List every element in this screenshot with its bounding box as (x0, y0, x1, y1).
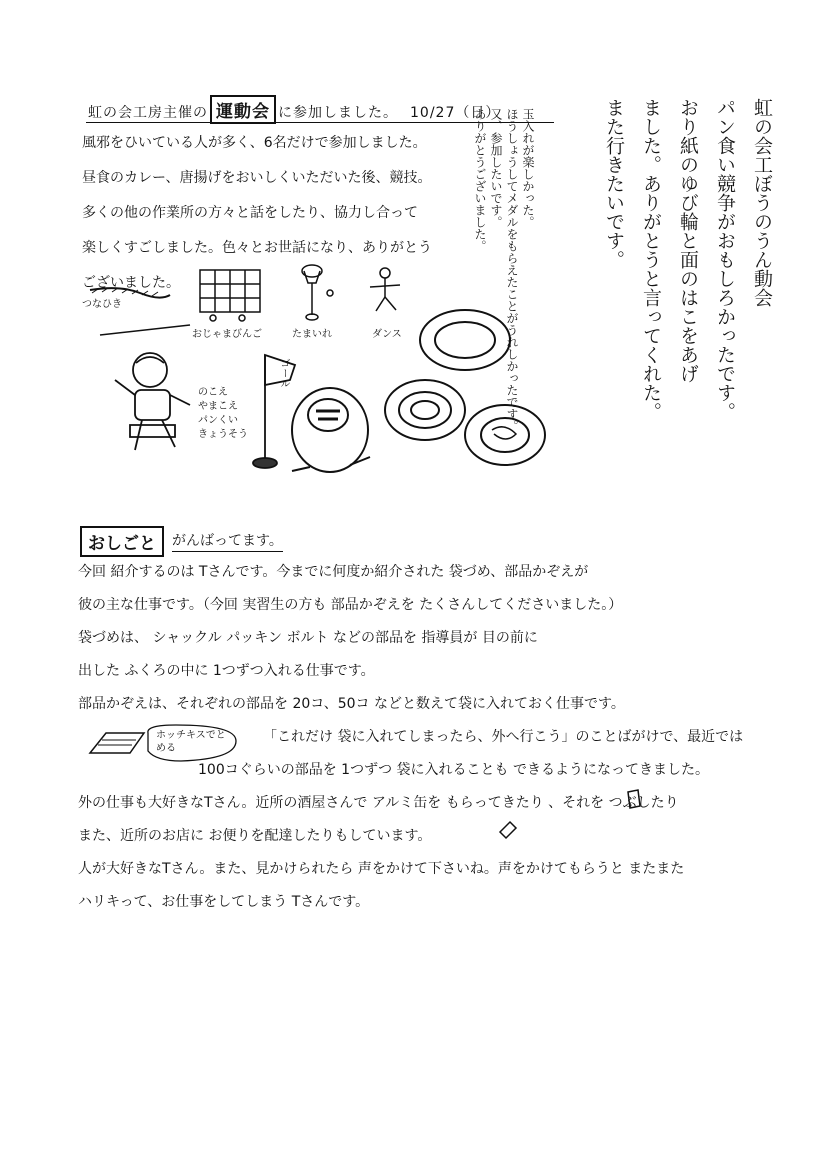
label-dance: ダンス (372, 329, 402, 340)
article-line: 今回 紹介するのは Tさんです。今までに何度か紹介された 袋づめ、部品かぞえが (78, 564, 589, 580)
header-boxed-title: 運動会 (210, 95, 276, 124)
label-bingo: おじゃまびんご (192, 329, 262, 340)
article-line: 外の仕事も大好きなTさん。近所の酒屋さんで アルミ缶を もらってきたり 、それを つぶしたり (78, 795, 679, 811)
article-line: 「これだけ 袋に入れてしまったら、外へ行こう」のことばがけで、最近では (263, 729, 744, 745)
work-section-title (80, 527, 283, 555)
letter-doodle (496, 818, 520, 842)
comment-line: 虹の会工ぼうのうん動会 (751, 98, 773, 307)
report-line: ございました。 (82, 275, 180, 291)
header-text-1: 虹の会工房主催の (88, 105, 208, 121)
dancer-icon (370, 268, 400, 311)
header-text-2: に参加しました。 (278, 105, 398, 121)
runner-child-icon (100, 325, 190, 450)
plates-icon (385, 310, 545, 465)
label-flag: ゴール (278, 358, 289, 388)
comment-line: 玉入れが楽しかった。 (521, 108, 535, 228)
participant-comment-large (595, 98, 780, 498)
report-line: 楽しくすごしました。色々とお世話になり、ありがとう (82, 240, 432, 256)
work-title-sub: がんばってます。 (172, 530, 283, 552)
work-title-box: おしごと (80, 526, 164, 557)
comment-line: ました。ありがとうと言ってくれた。 (640, 98, 662, 421)
label-event: やまこえ (198, 401, 238, 412)
article-line: 人が大好きなTさん。また、見かけられたら 声をかけて下さいね。声をかけてもらうと またまた (78, 861, 685, 877)
label-tug-of-war: つなひき (82, 299, 122, 310)
comment-line: パン食い競争がおもしろかったです。 (714, 98, 736, 421)
doodles-svg (80, 255, 560, 495)
article-line: 袋づめは、 シャックル パッキン ボルト などの部品を 指導員が 目の前に (78, 630, 538, 646)
report-line: 昼食のカレー、唐揚げをおいしくいただいた後、競技。 (82, 170, 432, 186)
article-line: 出した ふくろの中に 1つずつ入れる仕事です。 (78, 663, 375, 679)
daruma-icon (292, 388, 370, 472)
label-event: きょうそう (198, 429, 248, 440)
report-line: 風邪をひいている人が多く、6名だけで参加しました。 (82, 135, 427, 151)
comment-line: おり紙のゆび輪と面のはこをあげ (677, 98, 699, 383)
stapler-doodle (86, 723, 256, 767)
ball-basket-icon (302, 265, 333, 320)
article-line: また、近所のお店に お便りを配達したりもしています。 (78, 828, 432, 844)
can-doodle (624, 788, 644, 810)
article-line: ハリキって、お仕事をしてしまう Tさんです。 (78, 894, 370, 910)
comment-line: また行きたいです。 (603, 98, 625, 269)
bingo-board-icon (200, 270, 260, 321)
comment-line: ありがとうございました。 (473, 108, 487, 252)
article-line: 部品かぞえは、それぞれの部品を 20コ、50コ などと数えて袋に入れておく仕事です。 (78, 696, 625, 712)
label-ball-toss: たまいれ (292, 329, 332, 340)
sports-day-illustration (80, 255, 560, 495)
header-date: 10/27（日） (410, 105, 501, 121)
can-icon (624, 788, 644, 810)
report-line: 多くの他の作業所の方々と話をしたり、協力し合って (82, 205, 418, 221)
label-event: のこえ (198, 387, 228, 398)
comment-line: ほうしょうしてメダルをもらえたことがうれしかったです。 (505, 108, 519, 432)
article-line: 100コぐらいの部品を 1つずつ 袋に入れることも できるようになってきました。 (198, 762, 709, 778)
comment-line: 又、参加したいです。 (489, 108, 503, 228)
bubble-text: ホッチキスでとめる (156, 730, 226, 754)
label-event: パンくい (198, 415, 238, 426)
article-line: 彼の主な仕事です。（今回 実習生の方も 部品かぞえを たくさんしてくださいました。） (78, 597, 623, 613)
envelope-icon (496, 818, 520, 842)
